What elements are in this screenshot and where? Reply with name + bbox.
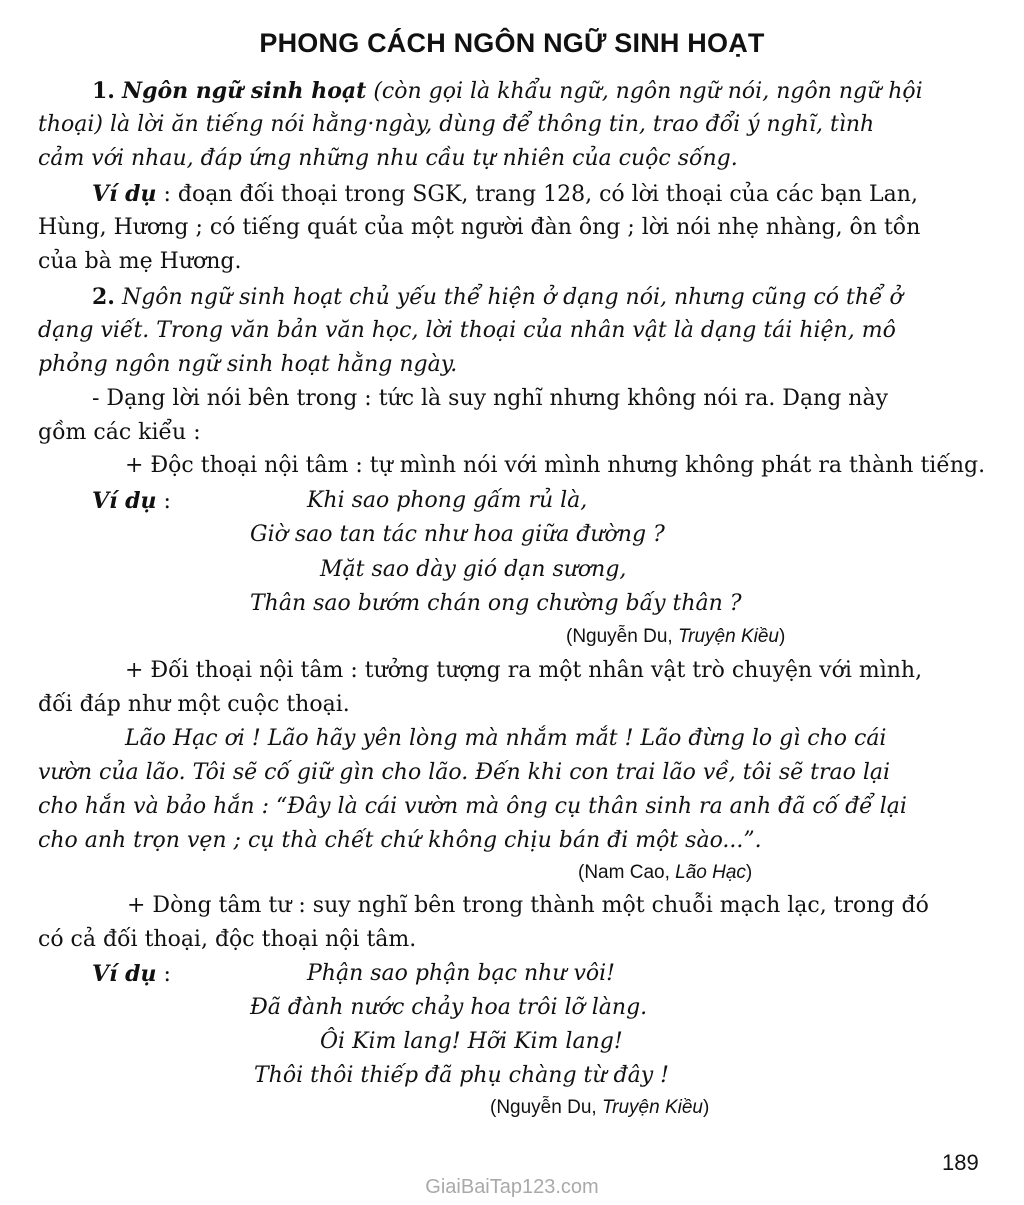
example-label: Ví dụ — [92, 181, 157, 207]
poem-line: Mặt sao dày gió dạn sương, — [320, 557, 627, 582]
section-number: 2. — [92, 284, 115, 310]
citation-close: ) — [778, 626, 786, 647]
page-number: 189 — [942, 1150, 979, 1175]
inner-speech-line-2: gồm các kiểu : — [38, 420, 201, 445]
poem-line: Thôi thôi thiếp đã phụ chàng từ đây ! — [254, 1063, 669, 1088]
dialogue-line-1: + Đối thoại nội tâm : tưởng tượng ra một nhân vật trò chuyện với mình, — [125, 658, 923, 683]
poem-line: Khi sao phong gấm rủ là, — [307, 488, 588, 513]
citation-work: Truyện Kiều — [601, 1097, 703, 1118]
watermark: GiaiBaiTap123.com — [425, 1176, 599, 1198]
poem-line: Phận sao phận bạc như vôi! — [307, 961, 615, 986]
poem-line: Thân sao bướm chán ong chường bấy thân ? — [250, 591, 742, 616]
monologue-definition: + Độc thoại nội tâm : tự mình nói với mình nhưng không phát ra thành tiếng. — [125, 453, 986, 478]
stream-line-1: + Dòng tâm tư : suy nghĩ bên trong thành một chuỗi mạch lạc, trong đó — [127, 893, 929, 918]
citation-author: (Nam Cao, — [578, 862, 670, 883]
paragraph-2-line-1 — [92, 286, 903, 309]
citation-work: Truyện Kiều — [677, 626, 779, 647]
example-colon: : — [163, 489, 171, 514]
citation — [578, 862, 752, 884]
poem-line: Ôi Kim lang! Hỡi Kim lang! — [320, 1029, 623, 1054]
paragraph-1-line-1 — [92, 80, 923, 103]
example-label: Ví dụ — [92, 488, 157, 514]
quote-line: vườn của lão. Tôi sẽ cố giữ gìn cho lão. Đến khi con trai lão về, tôi sẽ trao lại — [38, 760, 891, 785]
paragraph-text: (còn gọi là khẩu ngữ, ngôn ngữ nói, ngôn ngữ hội — [373, 79, 923, 104]
example-label: Ví dụ — [92, 961, 157, 987]
quote-line: cho hắn và bảo hắn : “Đây là cái vườn mà ông cụ thân sinh ra anh đã cố để lại — [38, 794, 907, 819]
monologue-example-label — [92, 490, 171, 513]
stream-example-label — [92, 963, 171, 986]
paragraph-2-line-3: phỏng ngôn ngữ sinh hoạt hằng ngày. — [38, 352, 458, 377]
section-number: 1. — [92, 78, 115, 104]
citation — [490, 1097, 709, 1119]
poem-line: Giờ sao tan tác như hoa giữa đường ? — [250, 522, 665, 547]
citation — [566, 626, 785, 648]
paragraph-text: Ngôn ngữ sinh hoạt chủ yếu thể hiện ở dạng nói, nhưng cũng có thể ở — [121, 285, 903, 310]
example-1-line-1 — [92, 183, 918, 206]
citation-close: ) — [702, 1097, 710, 1118]
paragraph-1-line-3: cảm với nhau, đáp ứng những nhu cầu tự nhiên của cuộc sống. — [38, 146, 738, 171]
example-1-line-2: Hùng, Hương ; có tiếng quát của một người đàn ông ; lời nói nhẹ nhàng, ôn tồn — [38, 215, 921, 240]
quote-line: Lão Hạc ơi ! Lão hãy yên lòng mà nhắm mắt ! Lão đừng lo gì cho cái — [125, 726, 887, 751]
citation-author: (Nguyễn Du, — [566, 626, 673, 647]
quote-line: cho anh trọn vẹn ; cụ thà chết chứ không chịu bán đi một sào...”. — [38, 828, 762, 853]
paragraph-2-line-2: dạng viết. Trong văn bản văn học, lời thoại của nhân vật là dạng tái hiện, mô — [38, 318, 896, 343]
defined-term: Ngôn ngữ sinh hoạt — [121, 78, 367, 104]
citation-work: Lão Hạc — [675, 862, 746, 883]
stream-line-2: có cả đối thoại, độc thoại nội tâm. — [38, 927, 417, 952]
example-text: : đoạn đối thoại trong SGK, trang 128, có lời thoại của các bạn Lan, — [163, 182, 918, 207]
poem-line: Đã đành nước chảy hoa trôi lỡ làng. — [250, 995, 648, 1020]
citation-close: ) — [745, 862, 753, 883]
example-colon: : — [163, 962, 171, 987]
paragraph-1-line-2: thoại) là lời ăn tiếng nói hằng·ngày, dùng để thông tin, trao đổi ý nghĩ, tình — [38, 112, 875, 137]
citation-author: (Nguyễn Du, — [490, 1097, 597, 1118]
example-1-line-3: của bà mẹ Hương. — [38, 249, 242, 274]
dialogue-line-2: đối đáp như một cuộc thoại. — [38, 692, 350, 717]
inner-speech-line-1: - Dạng lời nói bên trong : tức là suy nghĩ nhưng không nói ra. Dạng này — [92, 386, 889, 411]
page-title: PHONG CÁCH NGÔN NGỮ SINH HOẠT — [259, 28, 765, 58]
